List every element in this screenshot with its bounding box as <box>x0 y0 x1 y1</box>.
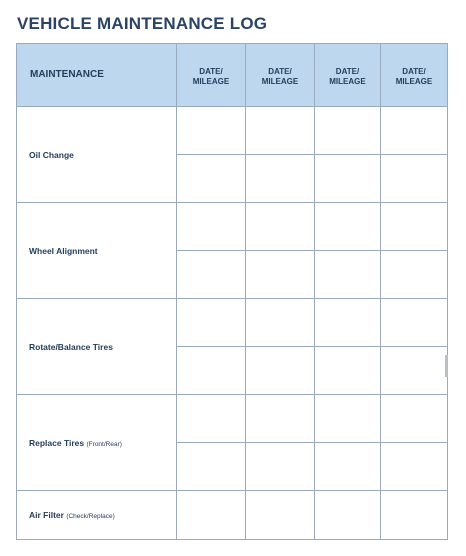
table-row <box>17 107 448 155</box>
entry-cell[interactable] <box>246 347 315 395</box>
entry-cell[interactable] <box>246 299 315 347</box>
entry-cell[interactable] <box>381 107 448 155</box>
table-row <box>17 203 448 251</box>
entry-cell[interactable] <box>315 395 381 443</box>
table-row <box>17 491 448 540</box>
entry-cell[interactable] <box>315 299 381 347</box>
entry-cell[interactable] <box>381 203 448 251</box>
entry-cell[interactable] <box>381 395 448 443</box>
entry-cell[interactable] <box>381 347 448 395</box>
maintenance-label: Rotate/Balance Tires <box>17 299 177 395</box>
entry-cell[interactable] <box>246 203 315 251</box>
entry-cell[interactable] <box>177 395 246 443</box>
entry-cell[interactable] <box>177 347 246 395</box>
entry-cell[interactable] <box>246 395 315 443</box>
entry-cell[interactable] <box>177 443 246 491</box>
entry-cell[interactable] <box>315 443 381 491</box>
page-title: VEHICLE MAINTENANCE LOG <box>17 14 268 33</box>
date-mileage-header: DATE/ MILEAGE <box>381 44 448 107</box>
entry-cell[interactable] <box>381 251 448 299</box>
entry-cell[interactable] <box>315 347 381 395</box>
entry-cell[interactable] <box>315 155 381 203</box>
entry-cell[interactable] <box>381 299 448 347</box>
header-row <box>17 44 448 107</box>
maintenance-label: Air Filter (Check/Replace) <box>17 491 177 540</box>
entry-cell[interactable] <box>381 491 448 540</box>
entry-cell[interactable] <box>246 443 315 491</box>
table-row <box>17 395 448 443</box>
date-mileage-header: DATE/ MILEAGE <box>315 44 381 107</box>
entry-cell[interactable] <box>315 491 381 540</box>
entry-cell[interactable] <box>177 155 246 203</box>
date-mileage-header: DATE/ MILEAGE <box>246 44 315 107</box>
entry-cell[interactable] <box>315 107 381 155</box>
maintenance-note: (Front/Rear) <box>86 440 122 448</box>
entry-cell[interactable] <box>246 107 315 155</box>
maintenance-label: Wheel Alignment <box>17 203 177 299</box>
maintenance-log-table <box>16 43 448 540</box>
date-mileage-header: DATE/ MILEAGE <box>177 44 246 107</box>
entry-cell[interactable] <box>246 155 315 203</box>
entry-cell[interactable] <box>315 251 381 299</box>
entry-cell[interactable] <box>381 155 448 203</box>
maintenance-label: Replace Tires (Front/Rear) <box>17 395 177 491</box>
entry-cell[interactable] <box>177 299 246 347</box>
entry-cell[interactable] <box>315 203 381 251</box>
maintenance-header: MAINTENANCE <box>17 44 177 107</box>
scrollbar-thumb[interactable] <box>445 355 448 377</box>
entry-cell[interactable] <box>177 491 246 540</box>
entry-cell[interactable] <box>177 107 246 155</box>
entry-cell[interactable] <box>381 443 448 491</box>
maintenance-label: Oil Change <box>17 107 177 203</box>
entry-cell[interactable] <box>177 203 246 251</box>
entry-cell[interactable] <box>246 491 315 540</box>
entry-cell[interactable] <box>177 251 246 299</box>
entry-cell[interactable] <box>246 251 315 299</box>
table-row <box>17 299 448 347</box>
maintenance-note: (Check/Replace) <box>66 513 115 520</box>
